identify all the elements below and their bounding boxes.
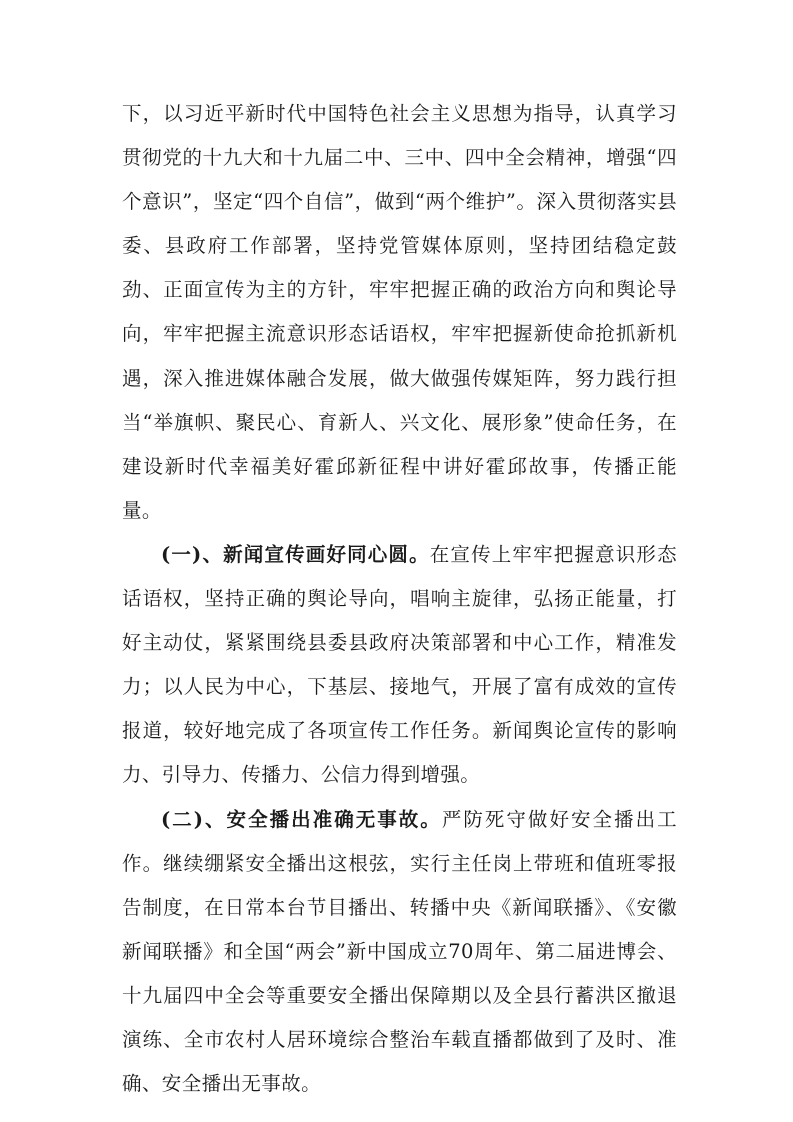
paragraph-news-publicity xyxy=(122,533,677,798)
paragraph-guiding-ideology xyxy=(122,92,677,533)
section-heading-safe-broadcast: (二)、安全播出准确无事故。 xyxy=(161,807,442,831)
paragraph-text: 在宣传上牢牢把握意识形态话语权，坚持正确的舆论导向，唱响主旋律，弘扬正能量，打好主动仗，紧紧围绕县委县政府决策部署和中心工作，精准发力；以人民为中心，下基层、接地气，开展了富有成效的宣传报道，较好地完成了各项宣传工作任务。新闻舆论宣传的影响力、引导力、传播力、公信力得到增强。 xyxy=(122,542,677,787)
document-body xyxy=(122,92,677,1106)
section-heading-news-publicity: (一)、新闻宣传画好同心圆。 xyxy=(161,542,430,566)
paragraph-safe-broadcast xyxy=(122,798,677,1107)
paragraph-text: 严防死守做好安全播出工作。继续绷紧安全播出这根弦，实行主任岗上带班和值班零报告制度，在日常本台节目播出、转播中央《新闻联播》、《安徽新闻联播》和全国“两会”新中国成立70周年、第二届进博会、十九届四中全会等重要安全播出保障期以及全县行蓄洪区撤退演练、全市农村人居环境综合整治车载直播都做到了及时、准确、安全播出无事故。 xyxy=(122,807,677,1096)
paragraph-text: 下，以习近平新时代中国特色社会主义思想为指导，认真学习贯彻党的十九大和十九届二中、三中、四中全会精神，增强“四个意识”，坚定“四个自信”，做到“两个维护”。深入贯彻落实县委、县政府工作部署，坚持党管媒体原则，坚持团结稳定鼓劲、正面宣传为主的方针，牢牢把握正确的政治方向和舆论导向，牢牢把握主流意识形态话语权，牢牢把握新使命抢抓新机遇，深入推进媒体融合发展，做大做强传媒矩阵，努力践行担当“举旗帜、聚民心、育新人、兴文化、展形象”使命任务，在建设新时代幸福美好霍邱新征程中讲好霍邱故事，传播正能量。 xyxy=(122,102,677,522)
